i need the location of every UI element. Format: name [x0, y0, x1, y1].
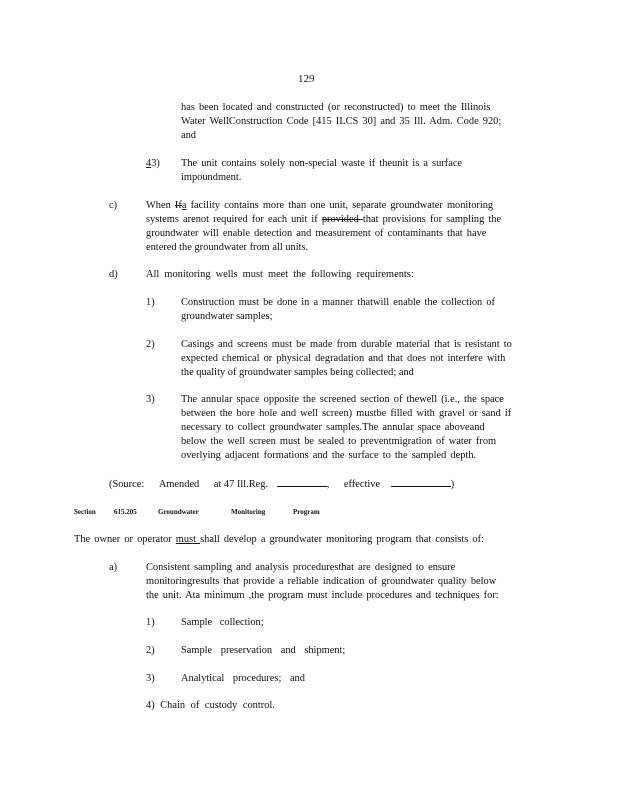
- para-c-struck-provided: provided: [321, 214, 363, 225]
- source-note: [109, 477, 454, 492]
- register-blank: [277, 477, 327, 487]
- section-heading-word-4: Monitoring: [231, 508, 266, 516]
- section-heading-word-3: Groundwater: [158, 508, 199, 516]
- item-3-line-2: impoundment.: [181, 172, 242, 183]
- para-a-item-2-number: 2): [146, 645, 155, 656]
- source-label: (Source:: [109, 479, 145, 490]
- para-a-item-2-text: Sample preservation and shipment;: [181, 645, 346, 656]
- item-3-number-underlined: 4: [146, 158, 152, 169]
- para-d-item-3-number: 3): [146, 394, 155, 405]
- para-d-item-1-line-2: groundwater samples;: [181, 311, 273, 322]
- para-d-item-2-line-3: the quality of groundwater samples being collected; and: [181, 367, 414, 378]
- para-d-item-1-line-1: Construction must be done in a manner thatwill enable the collection of: [181, 297, 495, 308]
- intro-b: shall develop a groundwater monitoring program that consists of:: [200, 534, 484, 545]
- para-a-item-3-text: Analytical procedures; and: [181, 673, 305, 684]
- para-c-line-2: [146, 213, 532, 227]
- source-amended: Amended: [158, 479, 200, 490]
- page-number: 129: [298, 73, 315, 85]
- para-a-line-1: Consistent sampling and analysis proceduresthat are designed to ensure: [146, 562, 456, 573]
- para-c-struck-if: If: [174, 200, 182, 211]
- para-c-line-1: [146, 199, 532, 213]
- para-a-line-3: the unit. Ata minimum ,the program must include procedures and techniques for:: [146, 590, 499, 601]
- intro-a: The owner or operator: [74, 534, 176, 545]
- para-d-item-2-line-2: expected chemical or physical degradation and that does not interfere with: [181, 353, 506, 364]
- para-d-item-3-line-3: necessary to collect groundwater samples.The annular space aboveand: [181, 422, 485, 433]
- section-heading-word-1: Section: [74, 508, 96, 516]
- para-d-item-1-number: 1): [146, 297, 155, 308]
- para-a-item-4: 4) Chain of custody control.: [146, 700, 275, 711]
- para-d-item-2-number: 2): [146, 339, 155, 350]
- source-comma: ,: [326, 479, 330, 490]
- para-a-item-1-text: Sample collection;: [181, 617, 264, 628]
- item-2-line-1: has been located and constructed (or reconstructed) to meet the Illinois: [181, 102, 491, 113]
- para-d-label: d): [109, 269, 118, 280]
- item-3-line-1: The unit contains solely non-special waste if theunit is a surface: [181, 158, 463, 169]
- item-3-number-rest: 3): [151, 158, 160, 169]
- para-c-when: When: [146, 200, 175, 211]
- para-c-inserted-a: a: [181, 200, 187, 211]
- para-c-line-4: entered the groundwater from all units.: [146, 242, 309, 253]
- para-a-item-3-number: 3): [146, 673, 155, 684]
- para-d-item-3-line-1: The annular space opposite the screened section of thewell (i.e., the space: [181, 394, 504, 405]
- intro-line: [74, 533, 523, 547]
- item-2-line-3: and: [181, 130, 197, 141]
- item-3-number: [146, 157, 160, 171]
- effective-blank: [391, 477, 451, 487]
- source-effective: effective: [343, 479, 381, 490]
- section-heading-number: 615.205: [114, 508, 137, 516]
- intro-inserted-must: must: [175, 534, 201, 545]
- section-heading-word-5: Program: [293, 508, 320, 516]
- para-d-item-3-line-2: between the bore hole and well screen) mustbe filled with gravel or sand if: [181, 408, 512, 419]
- source-close-paren: ): [450, 479, 455, 490]
- para-c-label: c): [109, 200, 118, 211]
- para-a-item-1-number: 1): [146, 617, 155, 628]
- source-register: at 47 Ill.Reg.: [213, 479, 269, 490]
- para-c-line-2-a: systems arenot required for each unit if: [146, 214, 322, 225]
- para-c-line-3: groundwater will enable detection and measurement of contaminants that have: [146, 228, 487, 239]
- para-d-text: All monitoring wells must meet the following requirements:: [146, 269, 414, 280]
- para-d-item-2-line-1: Casings and screens must be made from durable material that is resistant to: [181, 339, 512, 350]
- para-a-label: a): [109, 562, 118, 573]
- para-a-line-2: monitoringresults that provide a reliable indication of groundwater quality below: [146, 576, 497, 587]
- para-c-line-1-rest: facility contains more than one unit, separate groundwater monitoring: [186, 200, 494, 211]
- para-d-item-3-line-4: below the well screen must be sealed to preventmigration of water from: [181, 436, 497, 447]
- para-c-line-2-b: that provisions for sampling the: [362, 214, 502, 225]
- para-d-item-3-line-5: overlying adjacent formations and the surface to the sampled depth.: [181, 450, 477, 461]
- item-2-line-2: Water WellConstruction Code [415 ILCS 30] and 35 Ill. Adm. Code 920;: [181, 116, 502, 127]
